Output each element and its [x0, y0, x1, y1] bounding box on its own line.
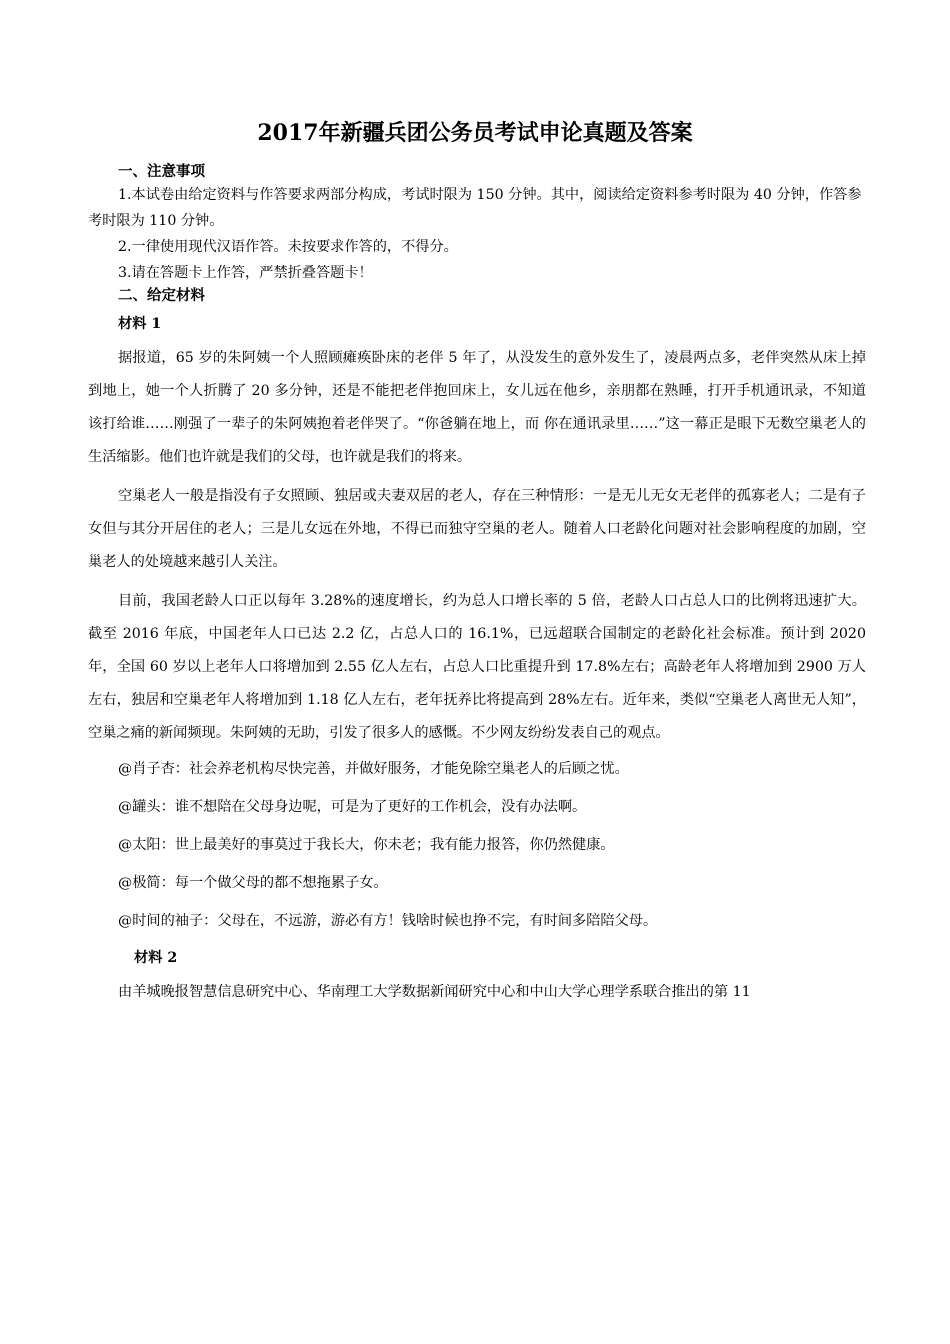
netizen-comment: @时间的袖子：父母在，不远游，游必有方！钱啥时候也挣不完，有时间多陪陪父母。	[118, 913, 658, 929]
netizen-comment: @罐头：谁不想陪在父母身边呢，可是为了更好的工作机会，没有办法啊。	[118, 799, 587, 815]
material-paragraph: 据报道，65 岁的朱阿姨一个人照顾瘫痪卧床的老伴 5 年了，从没发生的意外发生了，凌晨两点多，老伴突然从床上掉到地上，她一个人折腾了 20 多分钟，还是不能把老伴抱回床上，女儿远在他乡，亲朋都在熟睡，打开手机通讯录，不知道该打给谁……刚强了一辈子的朱阿姨抱着老伴哭了。“你爸躺在地上，而 你在通讯录里……”这一幕正是眼下无数空巢老人的生活缩影。他们也许就是我们的父母，也许就是我们的将来。	[88, 350, 866, 465]
material-paragraph: 目前，我国老龄人口正以每年 3.28%的速度增长，约为总人口增长率的 5 倍，老龄人口占总人口的比例将迅速扩大。截至 2016 年底，中国老年人口已达 2.2 亿，占总人口的 16.1%，已远超联合国制定的老龄化社会标准。预计到 2020 年，全国 60 岁以上老年人口将增加到 2.55 亿人左右，占总人口比重提升到 17.8%左右；高龄老年人将增加到 2900 万人左右，独居和空巢老年人将增加到 1.18 亿人左右，老年抚养比将提高到 28%左右。近年来，类似“空巢老人离世无人知”，空巢之痛的新闻频现。朱阿姨的无助，引发了很多人的感慨。不少网友纷纷发表自己的观点。	[88, 593, 866, 741]
material-label: 材料 2	[134, 950, 178, 966]
netizen-comment: @太阳：世上最美好的事莫过于我长大，你未老；我有能力报答，你仍然健康。	[118, 837, 615, 853]
section-heading-materials: 二、给定材料	[118, 287, 205, 304]
note-item: 3.请在答题卡上作答，严禁折叠答题卡！	[118, 265, 373, 281]
document-body	[88, 162, 866, 1009]
material-paragraph: 由羊城晚报智慧信息研究中心、华南理工大学数据新闻研究中心和中山大学心理学系联合推出的第 11	[118, 984, 751, 1000]
section-heading-notes: 一、注意事项	[118, 163, 205, 180]
material-label: 材料 1	[118, 316, 162, 332]
material-paragraph: 空巢老人一般是指没有子女照顾、独居或夫妻双居的老人，存在三种情形：一是无儿无女无老伴的孤寡老人；二是有子女但与其分开居住的老人；三是儿女远在外地，不得已而独守空巢的老人。随着人口老龄化问题对社会影响程度的加剧，空巢老人的处境越来越引人关注。	[88, 488, 866, 570]
document-title: 2017年新疆兵团公务员考试申论真题及答案	[257, 120, 693, 146]
note-item: 1.本试卷由给定资料与作答要求两部分构成，考试时限为 150 分钟。其中，阅读给定资料参考时限为 40 分钟，作答参考时限为 110 分钟。	[88, 187, 862, 229]
netizen-comment: @极简：每一个做父母的都不想拖累子女。	[118, 875, 388, 891]
netizen-comment: @肖子杏：社会养老机构尽快完善，并做好服务，才能免除空巢老人的后顾之忧。	[118, 761, 629, 777]
note-item: 2.一律使用现代汉语作答。未按要求作答的，不得分。	[118, 239, 458, 255]
